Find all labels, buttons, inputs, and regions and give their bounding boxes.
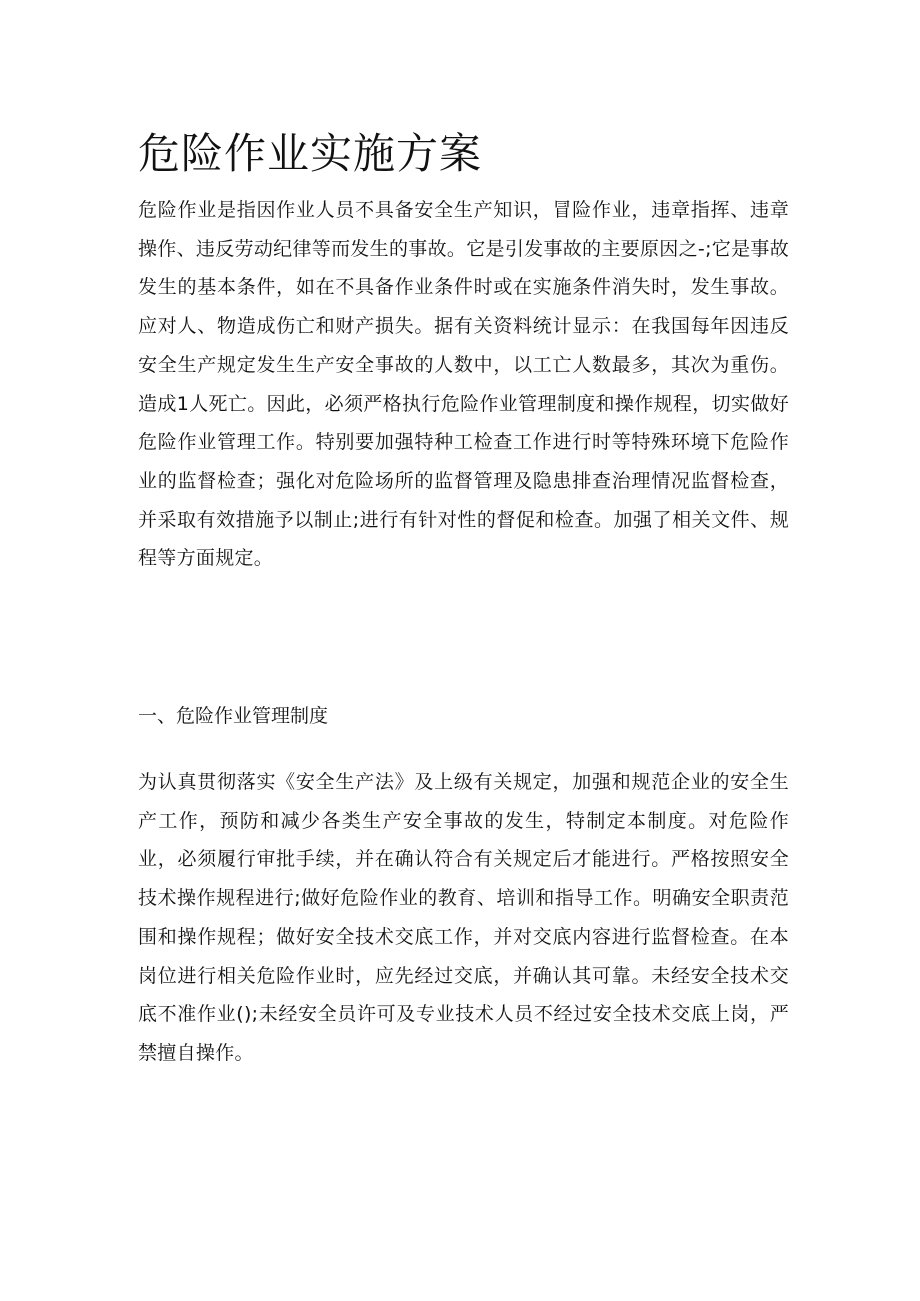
intro-paragraph: 危险作业是指因作业人员不具备安全生产知识，冒险作业，违章指挥、违章操作、违反劳动纪律等而发生的事故。它是引发事故的主要原因之-;它是事故发生的基本条件，如在不具备作业条件时或在实施条件消失时，发生事故。应对人、物造成伤亡和财产损失。据有关资料统计显示：在我国每年因违反安全生产规定发生生产安全事故的人数中，以工亡人数最多，其次为重伤。造成1人死亡。因此，必须严格执行危险作业管理制度和操作规程，切实做好危险作业管理工作。特别要加强特种工检查工作进行时等特殊环境下危险作业的监督检查；强化对危险场所的监督管理及隐患排查治理情况监督检查，并采取有效措施予以制止;进行有针对性的督促和检查。加强了相关文件、规程等方面规定。 — [138, 199, 789, 570]
section-paragraph-management-system: 为认真贯彻落实《安全生产法》及上级有关规定，加强和规范企业的安全生产工作，预防和减少各类生产安全事故的发生，特制定本制度。对危险作业，必须履行审批手续，并在确认符合有关规定后才能进行。严格按照安全技术操作规程进行;做好危险作业的教育、培训和指导工作。明确安全职责范围和操作规程；做好安全技术交底工作，并对交底内容进行监督检查。在本岗位进行相关危险作业时，应先经过交底，并确认其可靠。未经安全技术交底不准作业();未经安全员许可及专业技术人员不经过安全技术交底上岗，严禁擅自操作。 — [138, 771, 789, 1064]
document-title: 危险作业实施方案 — [138, 129, 483, 178]
section-heading-management-system: 一、危险作业管理制度 — [138, 705, 329, 727]
